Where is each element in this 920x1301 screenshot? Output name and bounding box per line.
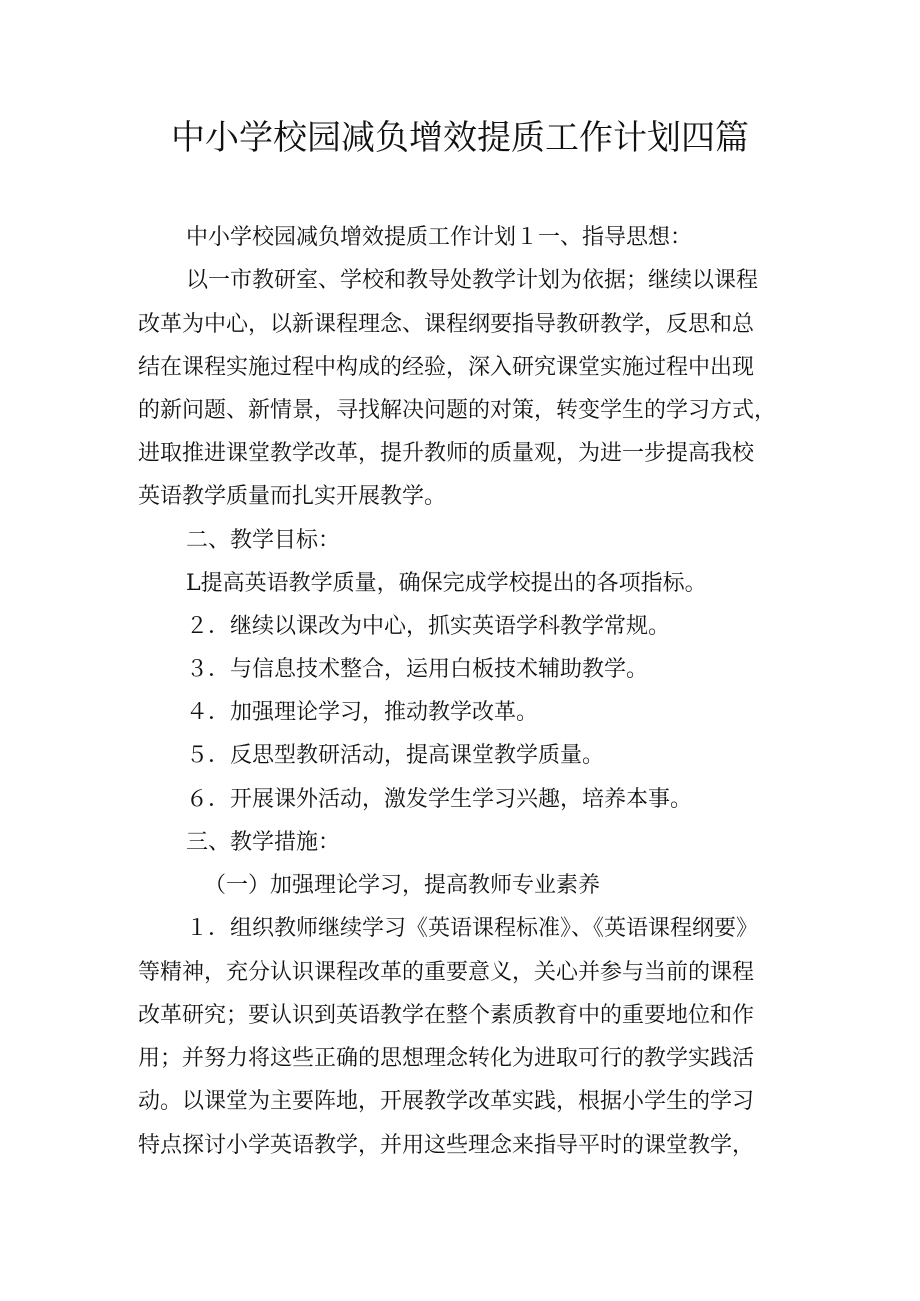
paragraph-line: 改革研究；要认识到英语教学在整个素质教育中的重要地位和作	[138, 1003, 755, 1028]
list-item: ５．反思型教研活动，提高课堂教学质量。	[186, 743, 605, 768]
paragraph-line: 中小学校园减负增效提质工作计划１一、指导思想：	[186, 225, 693, 250]
paragraph-line: 以一市教研室、学校和教导处教学计划为依据；继续以课程	[186, 268, 759, 293]
section-heading: 三、教学措施：	[186, 830, 341, 855]
paragraph-line: 改革为中心，以新课程理念、课程纲要指导教研教学，反思和总	[138, 312, 755, 337]
paragraph-line: 英语教学质量而扎实开展教学。	[138, 484, 447, 509]
list-item: ３．与信息技术整合，运用白板技术辅助教学。	[186, 657, 649, 682]
paragraph-line: 特点探讨小学英语教学，并用这些理念来指导平时的课堂教学，	[138, 1133, 755, 1158]
paragraph-line: １．组织教师继续学习《英语课程标准》、《英语课程纲要》	[186, 916, 759, 941]
paragraph-line: 动。以课堂为主要阵地，开展教学改革实践，根据小学生的学习	[138, 1089, 755, 1114]
list-item: ４．加强理论学习，推动教学改革。	[186, 700, 539, 725]
list-item: ６．开展课外活动，激发学生学习兴趣，培养本事。	[186, 787, 693, 812]
document-title: 中小学校园减负增效提质工作计划四篇	[171, 118, 749, 158]
paragraph-line: 的新问题、新情景，寻找解决问题的对策，转变学生的学习方式，	[138, 398, 777, 423]
section-heading: 二、教学目标：	[186, 528, 341, 553]
list-item: ２．继续以课改为中心，抓实英语学科教学常规。	[186, 614, 671, 639]
subsection-heading: （一）加强理论学习，提高教师专业素养	[204, 873, 601, 898]
paragraph-line: 用；并努力将这些正确的思想理念转化为进取可行的教学实践活	[138, 1046, 755, 1071]
list-item: L提高英语教学质量，确保完成学校提出的各项指标。	[186, 571, 707, 596]
paragraph-line: 进取推进课堂教学改革，提升教师的质量观，为进一步提高我校	[138, 441, 755, 466]
paragraph-line: 结在课程实施过程中构成的经验，深入研究课堂实施过程中出现	[138, 355, 755, 380]
paragraph-line: 等精神，充分认识课程改革的重要意义，关心并参与当前的课程	[138, 960, 755, 985]
